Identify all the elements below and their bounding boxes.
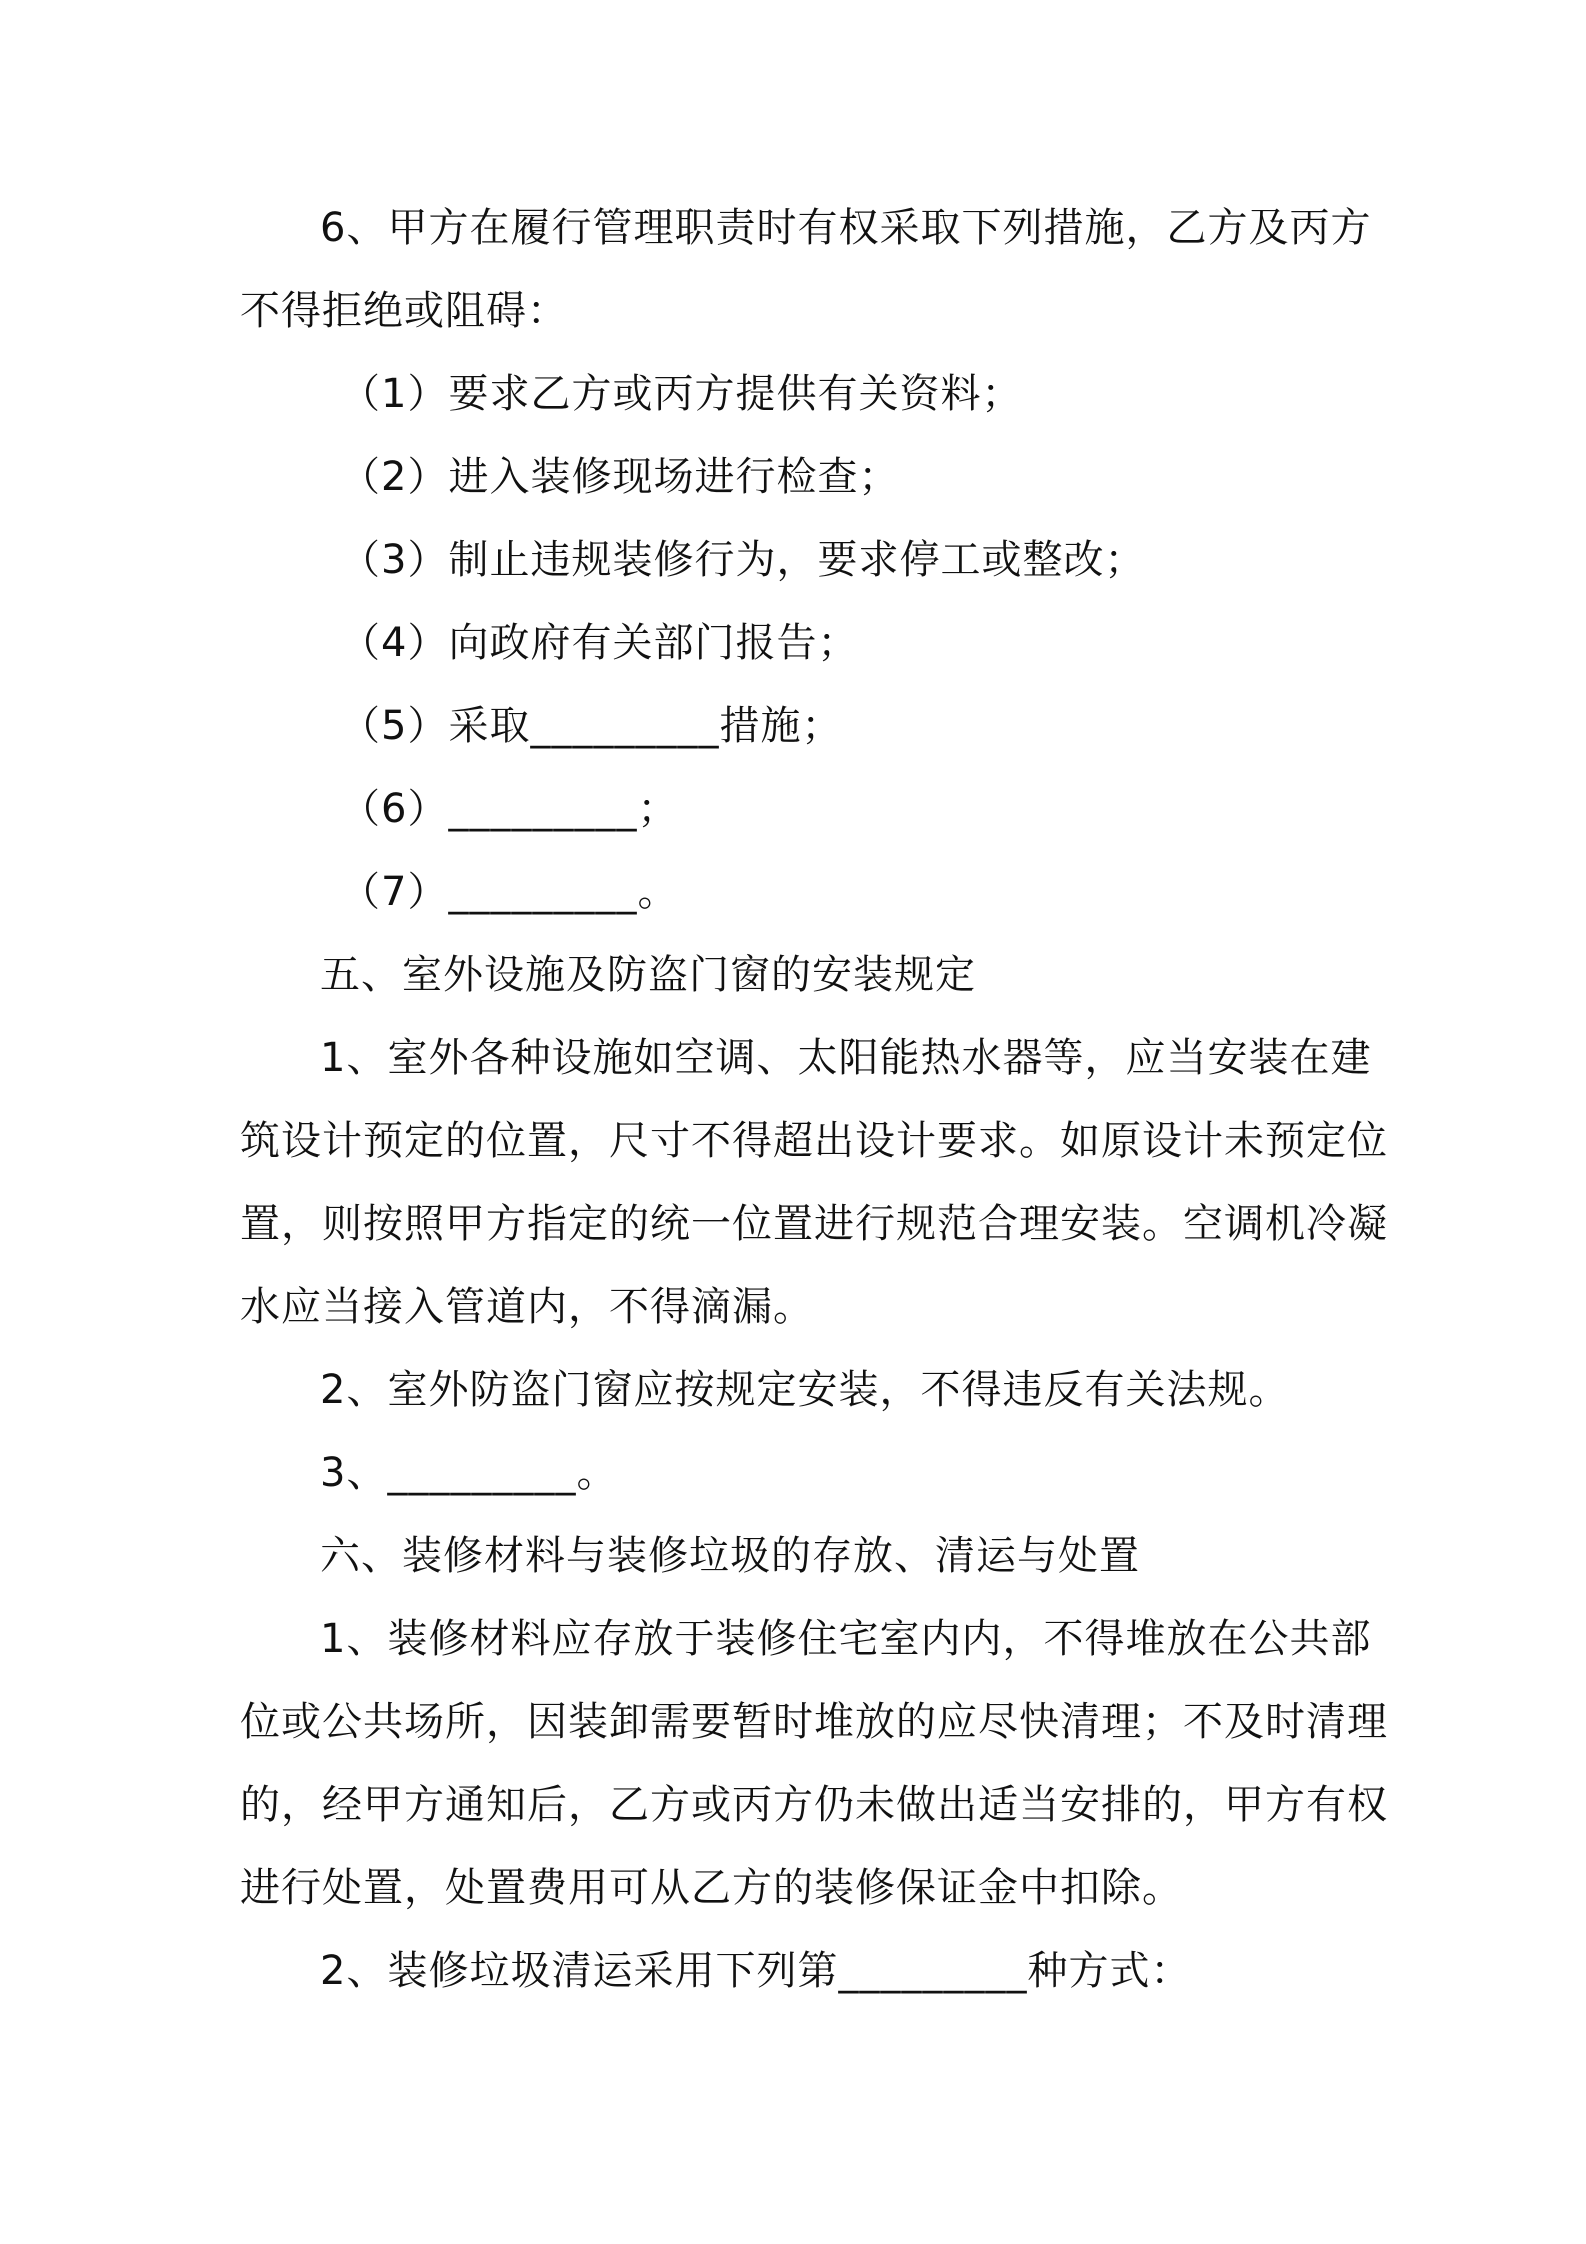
clause-6-text: 6、甲方在履行管理职责时有权采取下列措施，乙方及丙方 [320,205,1372,251]
section-5-clause-3: 3、_________。 [320,1450,618,1496]
section-6-clause-2: 2、装修垃圾清运采用下列第_________种方式： [320,1948,1192,1994]
section-6-clause-1-cont: 进行处置，处置费用可从乙方的装修保证金中扣除。 [240,1865,1183,1911]
section-5-clause-2: 2、室外防盗门窗应按规定安装，不得违反有关法规。 [320,1367,1290,1413]
measure-item-2: （2）进入装修现场进行检查； [340,454,900,500]
section-6-clause-1-cont: 位或公共场所，因装卸需要暂时堆放的应尽快清理；不及时清理 [240,1699,1388,1745]
measure-item-6: （6）_________； [340,786,679,832]
measure-item-7: （7）_________。 [340,869,679,915]
section-5-clause-1-cont: 筑设计预定的位置，尺寸不得超出设计要求。如原设计未预定位 [240,1118,1388,1164]
section-6-clause-1: 1、装修材料应存放于装修住宅室内内，不得堆放在公共部 [320,1616,1372,1662]
section-5-clause-1-cont: 水应当接入管道内，不得滴漏。 [240,1284,814,1330]
clause-6-text-cont: 不得拒绝或阻碍： [240,288,568,334]
measure-item-5: （5）采取_________措施； [340,703,843,749]
measure-item-4: （4）向政府有关部门报告； [340,620,859,666]
measure-item-3: （3）制止违规装修行为，要求停工或整改； [340,537,1146,583]
section-5-clause-1-cont: 置，则按照甲方指定的统一位置进行规范合理安装。空调机冷凝 [240,1201,1388,1247]
measure-item-1: （1）要求乙方或丙方提供有关资料； [340,371,1023,417]
section-5-clause-1: 1、室外各种设施如空调、太阳能热水器等，应当安装在建 [320,1035,1372,1081]
section-6-heading: 六、装修材料与装修垃圾的存放、清运与处置 [320,1533,1140,1579]
section-6-clause-1-cont: 的，经甲方通知后，乙方或丙方仍未做出适当安排的，甲方有权 [240,1782,1388,1828]
section-5-heading: 五、室外设施及防盗门窗的安装规定 [320,952,976,998]
